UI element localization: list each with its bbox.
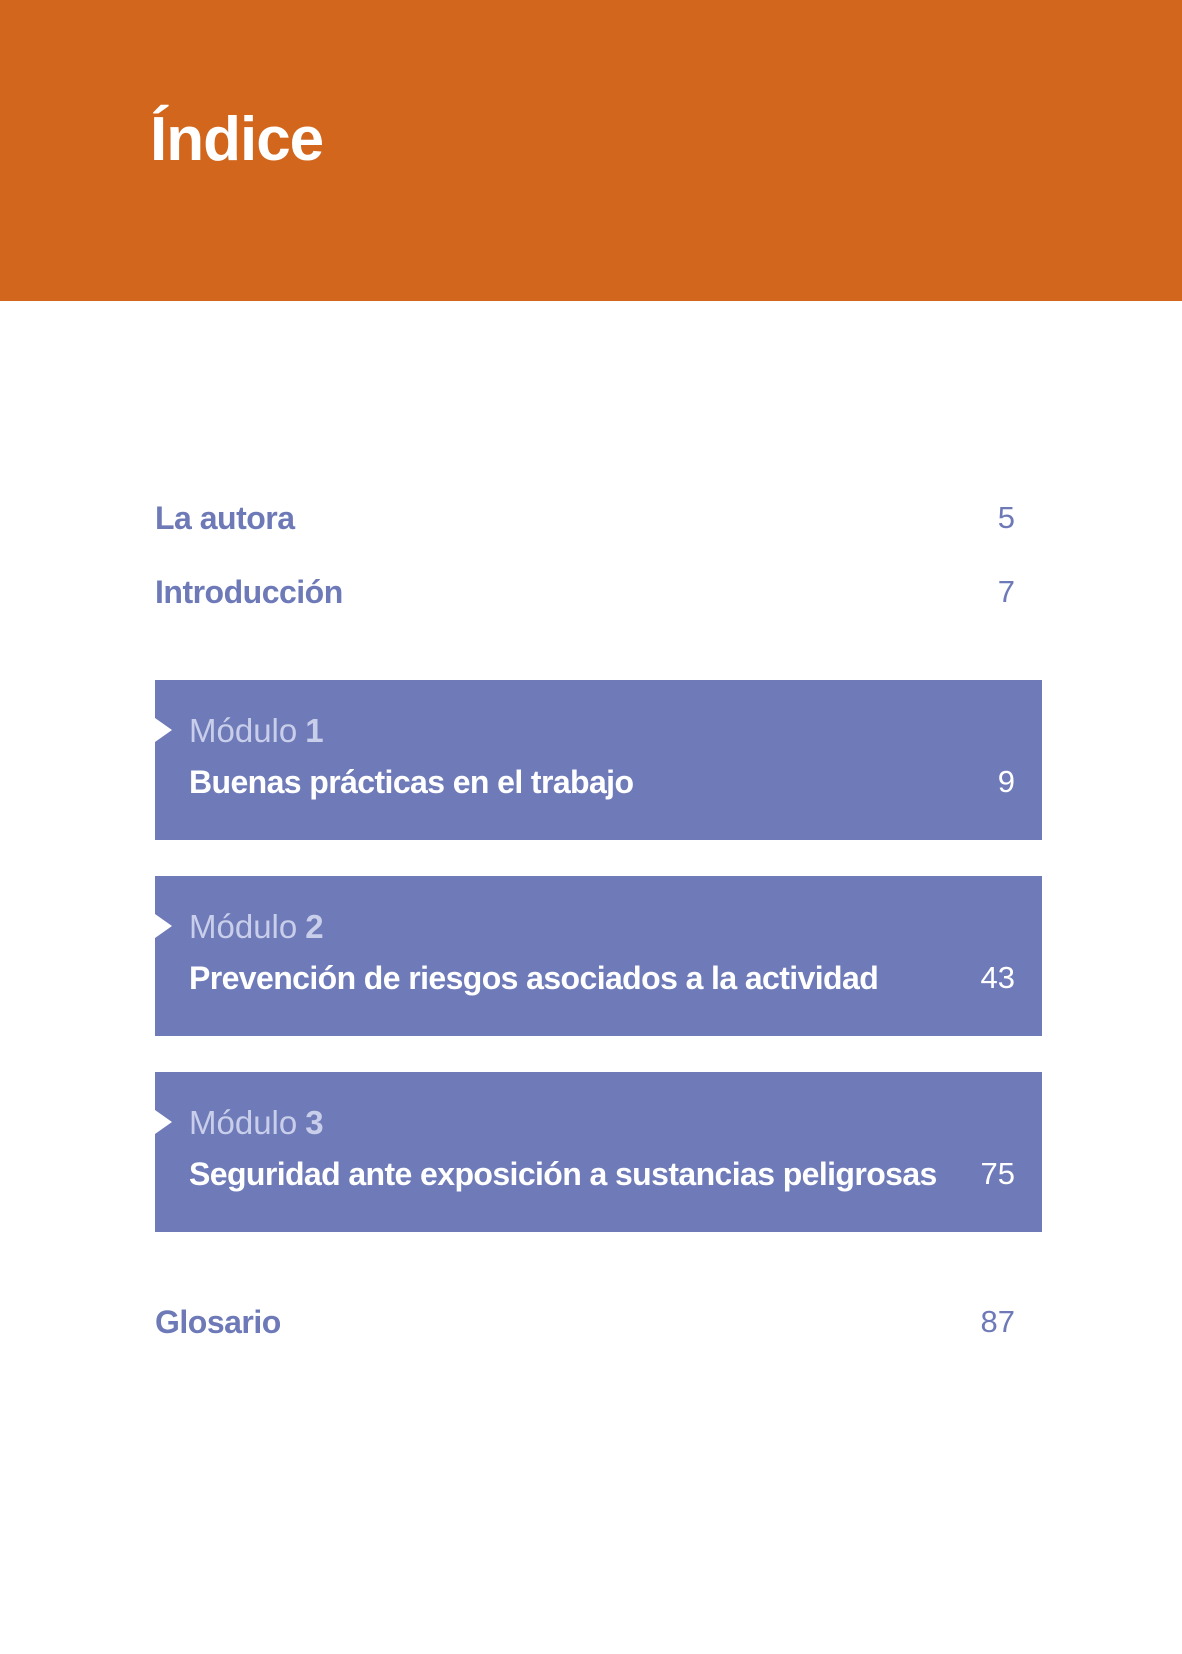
toc-entry-label: La autora xyxy=(155,500,295,536)
toc-entry-glosario[interactable] xyxy=(155,1300,1015,1344)
toc-entry-label: Glosario xyxy=(155,1304,281,1340)
chevron-right-icon xyxy=(155,914,172,938)
module-word: Módulo xyxy=(189,908,298,945)
toc-module-3[interactable] xyxy=(155,1072,1042,1232)
toc-entry-page: 7 xyxy=(997,574,1015,609)
module-word: Módulo xyxy=(189,1104,298,1141)
toc-entry-page: 87 xyxy=(980,1304,1015,1339)
module-title: Buenas prácticas en el trabajo xyxy=(189,764,634,800)
toc-module-1[interactable] xyxy=(155,680,1042,840)
toc-entry-introduccion[interactable] xyxy=(155,570,1015,614)
module-title: Prevención de riesgos asociados a la actividad xyxy=(189,960,879,996)
module-word: Módulo xyxy=(189,712,298,749)
toc-entry-la-autora[interactable] xyxy=(155,496,1015,540)
module-page: 9 xyxy=(997,764,1015,799)
toc-module-2[interactable] xyxy=(155,876,1042,1036)
header-banner xyxy=(0,0,1182,301)
module-number xyxy=(189,906,324,948)
module-digit: 3 xyxy=(305,1104,324,1141)
module-page: 75 xyxy=(980,1156,1015,1191)
chevron-right-icon xyxy=(155,1110,172,1134)
module-number xyxy=(189,710,324,752)
module-page: 43 xyxy=(980,960,1015,995)
module-digit: 1 xyxy=(305,712,324,749)
chevron-right-icon xyxy=(155,718,172,742)
page-title: Índice xyxy=(150,105,324,174)
toc-entry-page: 5 xyxy=(997,500,1015,535)
toc-entry-label: Introducción xyxy=(155,574,343,610)
module-number xyxy=(189,1102,324,1144)
module-digit: 2 xyxy=(305,908,324,945)
module-title: Seguridad ante exposición a sustancias peligrosas xyxy=(189,1156,937,1192)
